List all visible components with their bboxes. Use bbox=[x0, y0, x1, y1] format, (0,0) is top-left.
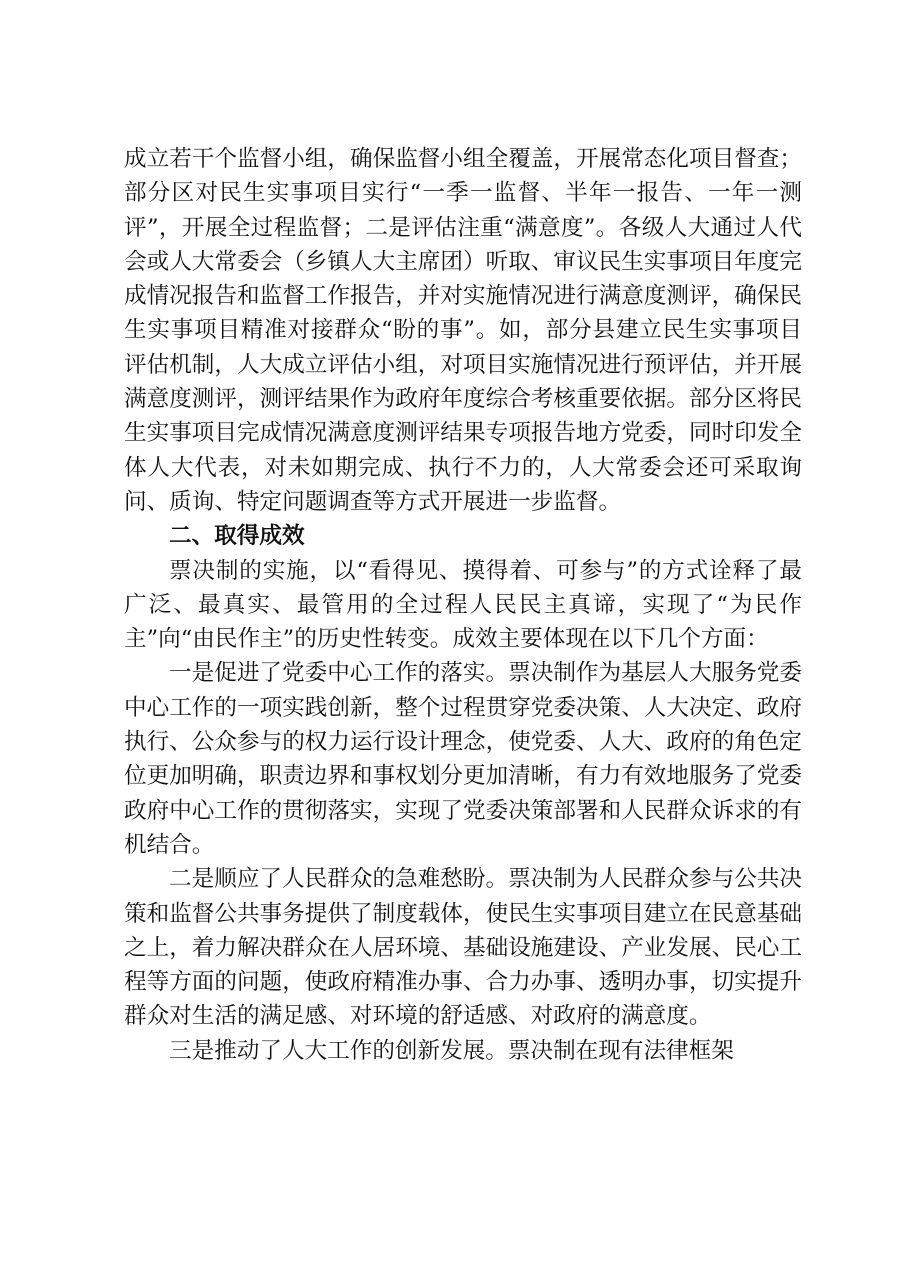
paragraph-achievement-three: 三是推动了人大工作的创新发展。票决制在现有法律框架 bbox=[169, 1037, 734, 1064]
paragraph-achievements-intro: 票决制的实施，以“看得见、摸得着、可参与”的方式诠释了最广泛、最真实、最管用的全过程人民民主真谛，实现了“为民作主”向“由民作主”的历史性转变。成效主要体现在以下几个方面： bbox=[124, 557, 802, 653]
paragraph-supervision-continuation: 成立若干个监督小组，确保监督小组全覆盖，开展常态化项目督查；部分区对民生实事项目实行“一季一监督、半年一报告、一年一测评”，开展全过程监督；二是评估注重“满意度”。各级人大通过人代会或人大常委会（乡镇人大主席团）听取、审议民生实事项目年度完成情况报告和监督工作报告，并对实施情况进行满意度测评，确保民生实事项目精准对接群众“盼的事”。如，部分县建立民生实事项目评估机制，人大成立评估小组，对项目实施情况进行预评估，并开展满意度测评，测评结果作为政府年度综合考核重要依据。部分区将民生实事项目完成情况满意度测评结果专项报告地方党委，同时印发全体人大代表，对未如期完成、执行不力的，人大常委会还可采取询问、质询、特定问题调查等方式开展进一步监督。 bbox=[124, 146, 802, 515]
document-page bbox=[124, 142, 802, 1068]
section-heading-achievements: 二、取得成效 bbox=[169, 523, 305, 550]
paragraph-achievement-one: 一是促进了党委中心工作的落实。票决制作为基层人大服务党委中心工作的一项实践创新，整个过程贯穿党委决策、人大决定、政府执行、公众参与的权力运行设计理念，使党委、人大、政府的角色定位更加明确，职责边界和事权划分更加清晰，有力有效地服务了党委政府中心工作的贯彻落实，实现了党委决策部署和人民群众诉求的有机结合。 bbox=[124, 660, 802, 858]
paragraph-achievement-two: 二是顺应了人民群众的急难愁盼。票决制为人民群众参与公共决策和监督公共事务提供了制度载体，使民生实事项目建立在民意基础之上，着力解决群众在人居环境、基础设施建设、产业发展、民心工程等方面的问题，使政府精准办事、合力办事、透明办事，切实提升群众对生活的满足感、对环境的舒适感、对政府的满意度。 bbox=[124, 866, 802, 1030]
